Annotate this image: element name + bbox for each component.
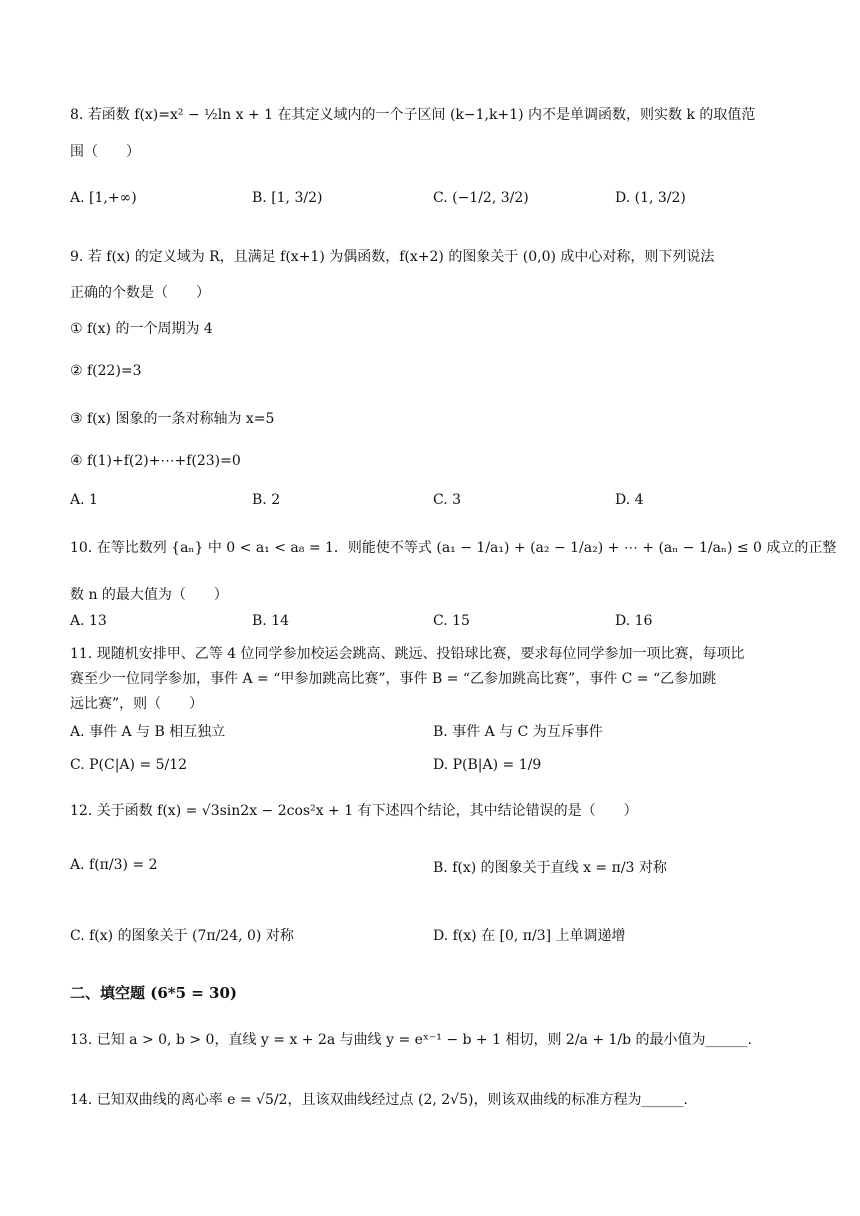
- question-9-stem-line1: 9. 若 f(x) 的定义域为 R，且满足 f(x+1) 为偶函数，f(x+2) 的图象关于 (0,0) 成中心对称，则下列说法: [70, 249, 715, 265]
- question-11-option-a: A. 事件 A 与 B 相互独立: [70, 724, 226, 740]
- question-14: 14. 已知双曲线的离心率 e = √5/2，且该双曲线经过点 (2, 2√5)，则该双曲线的标准方程为______.: [70, 1092, 688, 1108]
- question-10-option-a: A. 13: [70, 613, 107, 629]
- question-11-option-d: D. P(B|A) = 1/9: [433, 757, 542, 773]
- question-9-statement-4: ④ f(1)+f(2)+⋯+f(23)=0: [70, 453, 241, 469]
- question-12-option-b: B. f(x) 的图象关于直线 x = π/3 对称: [433, 860, 667, 876]
- question-10-stem-line1: 10. 在等比数列 {aₙ} 中 0 < a₁ < a₈ = 1．则能使不等式 (a₁ − 1/a₁) + (a₂ − 1/a₂) + ⋯ + (aₙ − 1/aₙ) ≤ 0 成立的正整: [70, 540, 837, 556]
- question-9-option-a: A. 1: [70, 492, 98, 508]
- question-8-option-b: B. [1, 3/2): [252, 190, 323, 206]
- question-12-option-a: A. f(π/3) = 2: [70, 857, 158, 873]
- question-9-statement-2: ② f(22)=3: [70, 363, 142, 379]
- question-12-option-d: D. f(x) 在 [0, π/3] 上单调递增: [433, 928, 626, 944]
- question-11-option-b: B. 事件 A 与 C 为互斥事件: [433, 724, 603, 740]
- question-8-stem-line2: 围（ ）: [70, 144, 140, 160]
- question-8-stem-line1: 8. 若函数 f(x)=x² − ½ln x + 1 在其定义域内的一个子区间 (k−1,k+1) 内不是单调函数，则实数 k 的取值范: [70, 107, 756, 123]
- question-10-stem-line2: 数 n 的最大值为（ ）: [70, 587, 228, 603]
- question-12-option-c: C. f(x) 的图象关于 (7π/24, 0) 对称: [70, 928, 294, 944]
- question-11-stem-line2: 赛至少一位同学参加，事件 A = “甲参加跳高比赛”，事件 B = “乙参加跳高比赛”，事件 C = “乙参加跳: [70, 671, 717, 687]
- question-11-stem-line3: 远比赛”，则（ ）: [70, 696, 204, 712]
- question-13: 13. 已知 a > 0, b > 0，直线 y = x + 2a 与曲线 y = eˣ⁻¹ − b + 1 相切，则 2/a + 1/b 的最小值为______.: [70, 1032, 752, 1048]
- section-2-title: 二、填空题 (6*5 = 30): [70, 984, 238, 1002]
- question-10-option-d: D. 16: [615, 613, 653, 629]
- question-11-option-c: C. P(C|A) = 5/12: [70, 757, 188, 773]
- question-9-statement-3: ③ f(x) 图象的一条对称轴为 x=5: [70, 411, 275, 427]
- question-11-stem-line1: 11. 现随机安排甲、乙等 4 位同学参加校运会跳高、跳远、投铅球比赛，要求每位同学参加一项比赛，每项比: [70, 646, 745, 662]
- question-9-option-d: D. 4: [615, 492, 644, 508]
- question-10-option-b: B. 14: [252, 613, 290, 629]
- question-8-option-a: A. [1,+∞): [70, 190, 137, 206]
- question-10-option-c: C. 15: [433, 613, 470, 629]
- question-9-stem-line2: 正确的个数是（ ）: [70, 285, 210, 301]
- question-9-statement-1: ① f(x) 的一个周期为 4: [70, 321, 213, 337]
- question-8-option-d: D. (1, 3/2): [615, 190, 686, 206]
- question-9-option-c: C. 3: [433, 492, 462, 508]
- question-9-option-b: B. 2: [252, 492, 281, 508]
- question-8-option-c: C. (−1/2, 3/2): [433, 190, 529, 206]
- question-12-stem-line1: 12. 关于函数 f(x) = √3sin2x − 2cos²x + 1 有下述四个结论，其中结论错误的是（ ）: [70, 803, 638, 819]
